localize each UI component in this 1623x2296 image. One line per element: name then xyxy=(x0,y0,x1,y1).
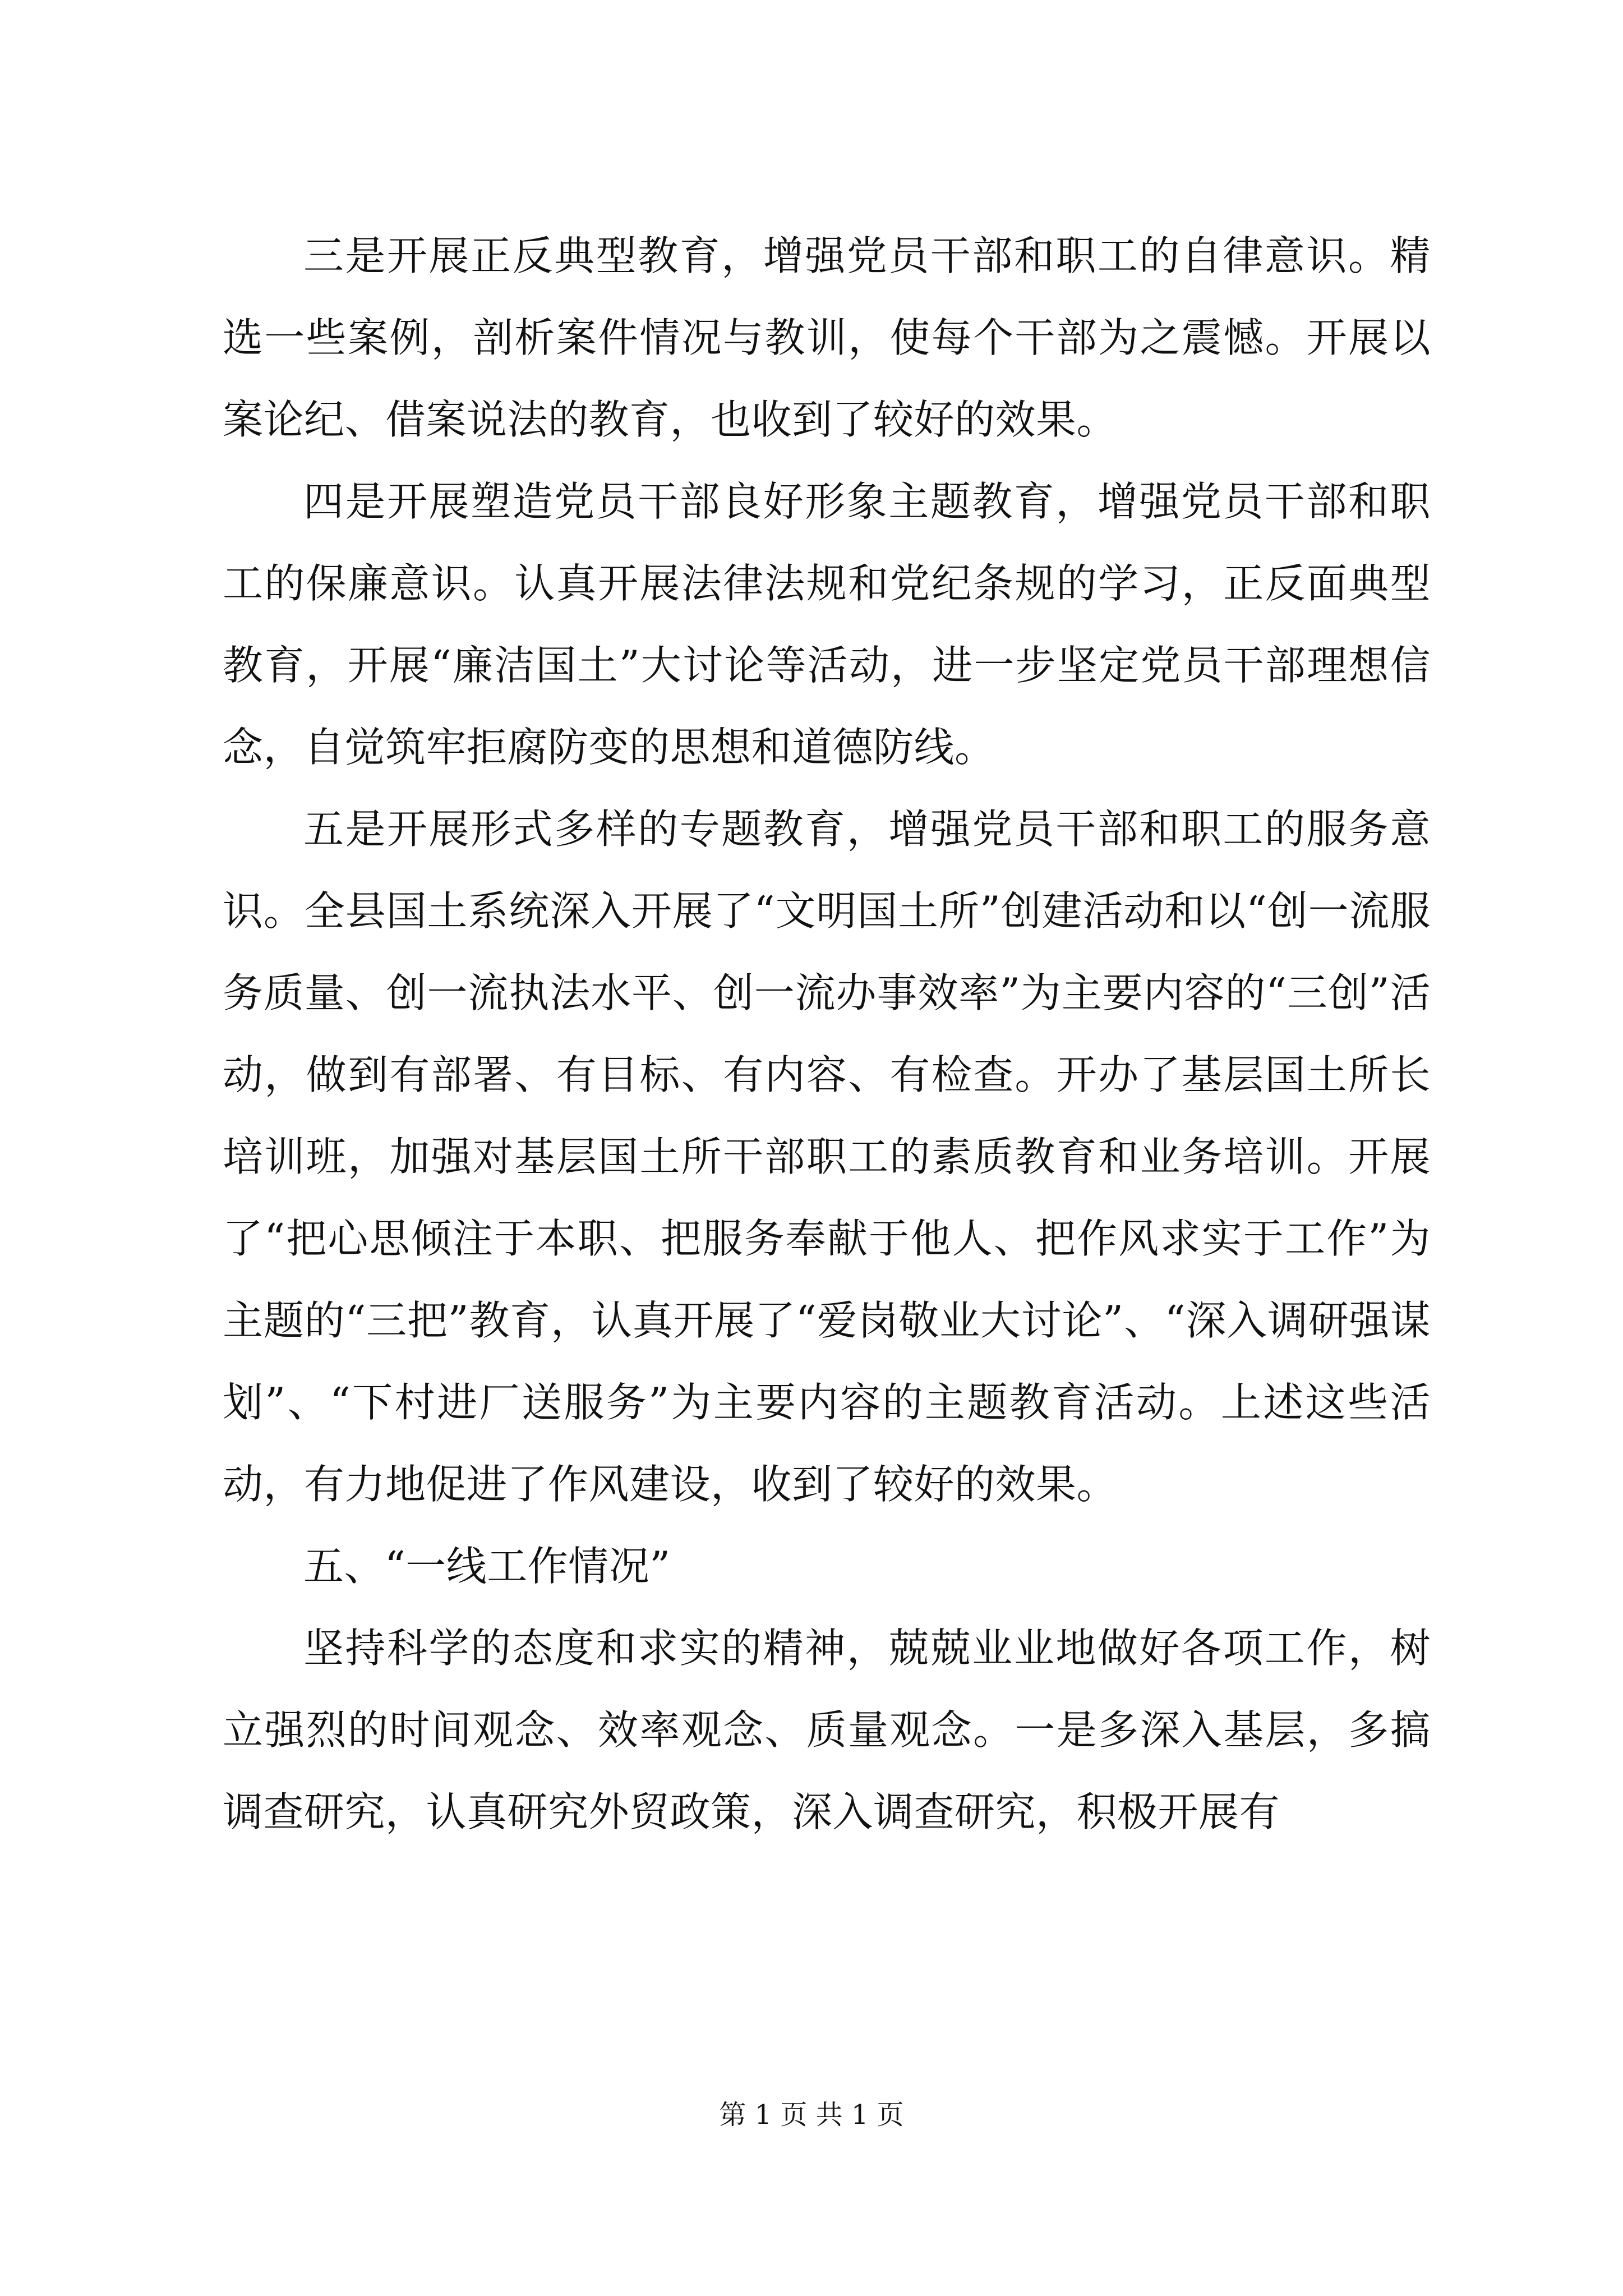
document-body xyxy=(223,215,1431,1853)
paragraph-integrity-education: 四是开展塑造党员干部良好形象主题教育，增强党员干部和职工的保廉意识。认真开展法律法规和党纪条规的学习，正反面典型教育，开展“廉洁国土”大讨论等活动，进一步坚定党员干部理想信念，自觉筑牢拒腐防变的思想和道德防线。 xyxy=(223,478,1431,771)
page-footer: 第 1 页 共 1 页 xyxy=(719,2099,904,2131)
paragraph-frontline-work: 坚持科学的态度和求实的精神，兢兢业业地做好各项工作，树立强烈的时间观念、效率观念、质量观念。一是多深入基层，多搞调查研究，认真研究外贸政策，深入调查研究，积极开展有 xyxy=(223,1625,1431,1835)
paragraph-discipline-education: 三是开展正反典型教育，增强党员干部和职工的自律意识。精选一些案例，剖析案件情况与教训，使每个干部为之震憾。开展以案论纪、借案说法的教育，也收到了较好的效果。 xyxy=(223,232,1431,443)
paragraph-service-education: 五是开展形式多样的专题教育，增强党员干部和职工的服务意识。全县国土系统深入开展了“文明国土所”创建活动和以“创一流服务质量、创一流执法水平、创一流办事效率”为主要内容的“三创”活动，做到有部署、有目标、有内容、有检查。开办了基层国土所长培训班，加强对基层国土所干部职工的素质教育和业务培训。开展了“把心思倾注于本职、把服务奉献于他人、把作风求实于工作”为主题的“三把”教育，认真开展了“爱岗敬业大讨论”、“深入调研强谋划”、“下村进厂送服务”为主要内容的主题教育活动。上述这些活动，有力地促进了作风建设，收到了较好的效果。 xyxy=(223,806,1431,1508)
section-heading-frontline-work: 五、“一线工作情况” xyxy=(303,1543,671,1590)
